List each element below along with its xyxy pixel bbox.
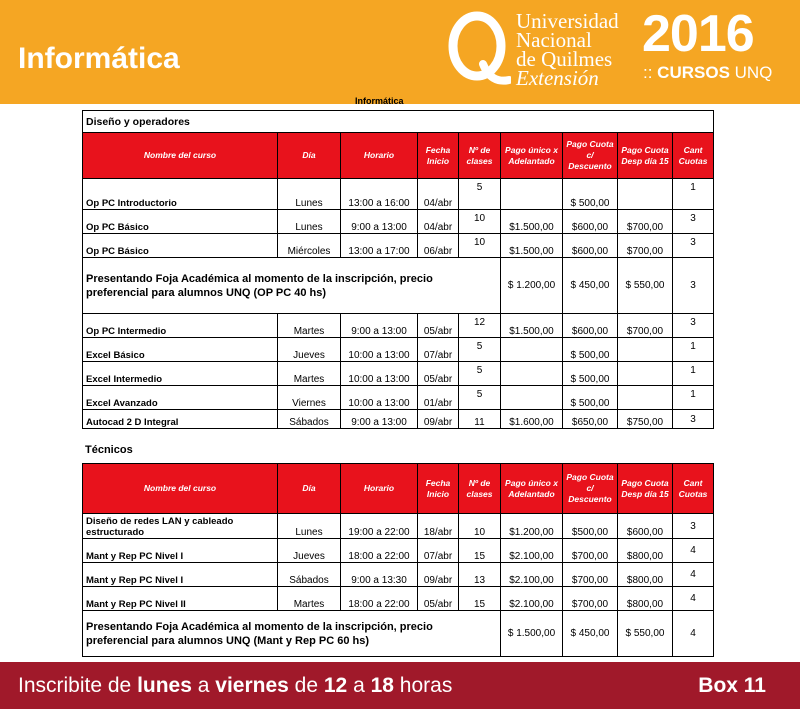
cant-cuotas: 3 — [673, 234, 714, 258]
price-cuota-despues — [618, 179, 673, 210]
column-header: Pago Cuota Desp día 15 — [618, 133, 673, 179]
column-header: Horario — [341, 133, 418, 179]
course-name: Op PC Básico — [83, 210, 278, 234]
price-cuota-despues: $600,00 — [618, 514, 673, 539]
table-row — [83, 338, 714, 362]
university-line: de Quilmes — [516, 47, 613, 71]
course-start: 05/abr — [418, 587, 459, 611]
course-name: Mant y Rep PC Nivel II — [83, 587, 278, 611]
price-cuota-descuento: $ 500,00 — [563, 338, 618, 362]
column-header: Nº de clases — [459, 133, 501, 179]
course-time: 9:00 a 13:00 — [341, 314, 418, 338]
column-header: Nombre del curso — [83, 464, 278, 514]
course-time: 18:00 a 22:00 — [341, 539, 418, 563]
cant-cuotas: 3 — [673, 410, 714, 429]
course-classes: 12 — [459, 314, 501, 338]
table-row — [83, 563, 714, 587]
cant-cuotas: 4 — [673, 611, 714, 657]
table-row — [83, 587, 714, 611]
price-unico: $ 1.200,00 — [501, 258, 563, 314]
course-time: 9:00 a 13:00 — [341, 410, 418, 429]
section-label-diseno: Diseño y operadores — [83, 111, 714, 133]
price-cuota-despues: $800,00 — [618, 587, 673, 611]
promo-row — [83, 611, 714, 657]
price-cuota-descuento: $ 500,00 — [563, 362, 618, 386]
section-row — [83, 111, 714, 133]
price-cuota-descuento: $700,00 — [563, 563, 618, 587]
column-header: Pago único x Adelantado — [501, 133, 563, 179]
course-classes: 5 — [459, 362, 501, 386]
price-cuota-despues: $800,00 — [618, 563, 673, 587]
course-classes: 5 — [459, 179, 501, 210]
cant-cuotas: 3 — [673, 258, 714, 314]
table-row — [83, 539, 714, 563]
price-cuota-despues: $750,00 — [618, 410, 673, 429]
course-day: Lunes — [278, 210, 341, 234]
course-time: 9:00 a 13:30 — [341, 563, 418, 587]
promo-text: Presentando Foja Académica al momento de la inscripción, precio preferencial para alumnos UNQ (Mant y Rep PC 60 hs) — [83, 611, 501, 657]
university-name — [516, 9, 619, 90]
university-extension: Extensión — [516, 66, 599, 90]
course-time: 19:00 a 22:00 — [341, 514, 418, 539]
promo-text: Presentando Foja Académica al momento de la inscripción, precio preferencial para alumnos UNQ (OP PC 40 hs) — [83, 258, 501, 314]
column-header: Pago Cuota c/ Descuento — [563, 133, 618, 179]
price-unico — [501, 386, 563, 410]
cant-cuotas: 3 — [673, 514, 714, 539]
cut-table-title: Informática — [355, 96, 404, 106]
price-cuota-descuento: $700,00 — [563, 587, 618, 611]
course-day: Miércoles — [278, 234, 341, 258]
course-classes: 5 — [459, 386, 501, 410]
table-row — [83, 514, 714, 539]
courses-table-tecnicos — [82, 463, 714, 657]
cant-cuotas: 4 — [673, 563, 714, 587]
schedule-info — [18, 674, 452, 698]
table-header-row — [83, 133, 714, 179]
table-row — [83, 314, 714, 338]
price-cuota-despues: $800,00 — [618, 539, 673, 563]
price-cuota-despues: $700,00 — [618, 234, 673, 258]
table-row — [83, 234, 714, 258]
course-name: Excel Básico — [83, 338, 278, 362]
price-cuota-despues: $ 550,00 — [618, 258, 673, 314]
cant-cuotas: 3 — [673, 314, 714, 338]
course-name: Autocad 2 D Integral — [83, 410, 278, 429]
course-start: 06/abr — [418, 234, 459, 258]
column-header: Horario — [341, 464, 418, 514]
course-day: Martes — [278, 587, 341, 611]
price-cuota-descuento: $600,00 — [563, 210, 618, 234]
cant-cuotas: 4 — [673, 539, 714, 563]
schedule-text: a — [191, 674, 216, 697]
cant-cuotas: 4 — [673, 587, 714, 611]
price-unico: $1.500,00 — [501, 234, 563, 258]
price-unico: $ 1.500,00 — [501, 611, 563, 657]
cant-cuotas: 1 — [673, 179, 714, 210]
price-cuota-despues — [618, 386, 673, 410]
column-header: Fecha Inicio — [418, 133, 459, 179]
price-unico — [501, 362, 563, 386]
price-unico: $1.500,00 — [501, 210, 563, 234]
price-unico: $1.600,00 — [501, 410, 563, 429]
course-classes: 5 — [459, 338, 501, 362]
course-name: Op PC Intermedio — [83, 314, 278, 338]
price-cuota-descuento: $700,00 — [563, 539, 618, 563]
course-classes: 13 — [459, 563, 501, 587]
course-name: Excel Intermedio — [83, 362, 278, 386]
column-header: Cant Cuotas — [673, 133, 714, 179]
footer-banner — [0, 662, 800, 709]
cant-cuotas: 3 — [673, 210, 714, 234]
course-name: Mant y Rep PC Nivel I — [83, 563, 278, 587]
cant-cuotas: 1 — [673, 386, 714, 410]
schedule-text: de — [288, 674, 324, 697]
price-unico: $2.100,00 — [501, 539, 563, 563]
table-row — [83, 362, 714, 386]
table-row — [83, 410, 714, 429]
column-header: Nombre del curso — [83, 133, 278, 179]
course-name: Op PC Básico — [83, 234, 278, 258]
price-unico: $1.500,00 — [501, 314, 563, 338]
course-start: 04/abr — [418, 210, 459, 234]
course-time: 9:00 a 13:00 — [341, 210, 418, 234]
course-start: 04/abr — [418, 179, 459, 210]
price-cuota-descuento: $650,00 — [563, 410, 618, 429]
price-cuota-despues — [618, 362, 673, 386]
schedule-text: viernes — [215, 674, 289, 697]
page-title: Informática — [18, 42, 180, 75]
course-day: Martes — [278, 314, 341, 338]
column-header: Pago único x Adelantado — [501, 464, 563, 514]
course-start: 01/abr — [418, 386, 459, 410]
price-unico: $1.200,00 — [501, 514, 563, 539]
price-cuota-descuento: $600,00 — [563, 314, 618, 338]
cant-cuotas: 1 — [673, 362, 714, 386]
column-header: Día — [278, 464, 341, 514]
cursos-unq-label: :: CURSOS UNQ — [643, 63, 773, 82]
price-cuota-despues: $ 550,00 — [618, 611, 673, 657]
course-name: Excel Avanzado — [83, 386, 278, 410]
promo-row — [83, 258, 714, 314]
section-label-tecnicos: Técnicos — [85, 444, 133, 456]
course-name: Mant y Rep PC Nivel I — [83, 539, 278, 563]
column-header: Cant Cuotas — [673, 464, 714, 514]
course-start: 05/abr — [418, 314, 459, 338]
table-row — [83, 179, 714, 210]
table-row — [83, 386, 714, 410]
course-day: Jueves — [278, 338, 341, 362]
course-time: 10:00 a 13:00 — [341, 338, 418, 362]
course-day: Martes — [278, 362, 341, 386]
column-header: Día — [278, 133, 341, 179]
course-day: Lunes — [278, 179, 341, 210]
header-banner — [0, 0, 800, 104]
price-cuota-descuento: $ 500,00 — [563, 386, 618, 410]
course-name: Op PC Introductorio — [83, 179, 278, 210]
price-cuota-despues: $700,00 — [618, 210, 673, 234]
course-start: 07/abr — [418, 539, 459, 563]
courses-table-diseno — [82, 110, 714, 429]
price-unico: $2.100,00 — [501, 587, 563, 611]
column-header: Pago Cuota c/ Descuento — [563, 464, 618, 514]
price-unico — [501, 338, 563, 362]
cant-cuotas: 1 — [673, 338, 714, 362]
course-time: 10:00 a 13:00 — [341, 386, 418, 410]
price-cuota-descuento: $ 450,00 — [563, 258, 618, 314]
schedule-text: 18 — [370, 674, 394, 697]
course-start: 18/abr — [418, 514, 459, 539]
course-day: Viernes — [278, 386, 341, 410]
course-time: 13:00 a 16:00 — [341, 179, 418, 210]
box-label: Box 11 — [698, 674, 766, 697]
course-day: Jueves — [278, 539, 341, 563]
course-day: Sábados — [278, 563, 341, 587]
schedule-text: lunes — [137, 674, 192, 697]
column-header: Nº de clases — [459, 464, 501, 514]
price-cuota-despues — [618, 338, 673, 362]
course-classes: 10 — [459, 210, 501, 234]
price-unico — [501, 179, 563, 210]
year-label: 2016 — [642, 5, 754, 63]
course-start: 07/abr — [418, 338, 459, 362]
course-start: 09/abr — [418, 410, 459, 429]
course-classes: 10 — [459, 514, 501, 539]
course-time: 18:00 a 22:00 — [341, 587, 418, 611]
schedule-text: horas — [393, 674, 453, 697]
price-cuota-descuento: $600,00 — [563, 234, 618, 258]
course-classes: 15 — [459, 539, 501, 563]
schedule-text: a — [347, 674, 371, 697]
column-header: Pago Cuota Desp día 15 — [618, 464, 673, 514]
university-line: Universidad — [516, 9, 619, 33]
course-classes: 15 — [459, 587, 501, 611]
university-line: Nacional — [516, 28, 592, 52]
column-header: Fecha Inicio — [418, 464, 459, 514]
course-classes: 11 — [459, 410, 501, 429]
course-time: 13:00 a 17:00 — [341, 234, 418, 258]
price-cuota-descuento: $500,00 — [563, 514, 618, 539]
unq-logo-icon — [447, 10, 511, 90]
course-time: 10:00 a 13:00 — [341, 362, 418, 386]
schedule-text: Inscribite de — [18, 674, 138, 697]
course-start: 09/abr — [418, 563, 459, 587]
course-classes: 10 — [459, 234, 501, 258]
price-cuota-descuento: $ 450,00 — [563, 611, 618, 657]
course-day: Sábados — [278, 410, 341, 429]
course-day: Lunes — [278, 514, 341, 539]
schedule-text: 12 — [323, 674, 348, 697]
course-name: Diseño de redes LAN y cableado estructurado — [83, 514, 278, 539]
price-cuota-descuento: $ 500,00 — [563, 179, 618, 210]
price-cuota-despues: $700,00 — [618, 314, 673, 338]
price-unico: $2.100,00 — [501, 563, 563, 587]
course-start: 05/abr — [418, 362, 459, 386]
table-header-row — [83, 464, 714, 514]
table-row — [83, 210, 714, 234]
